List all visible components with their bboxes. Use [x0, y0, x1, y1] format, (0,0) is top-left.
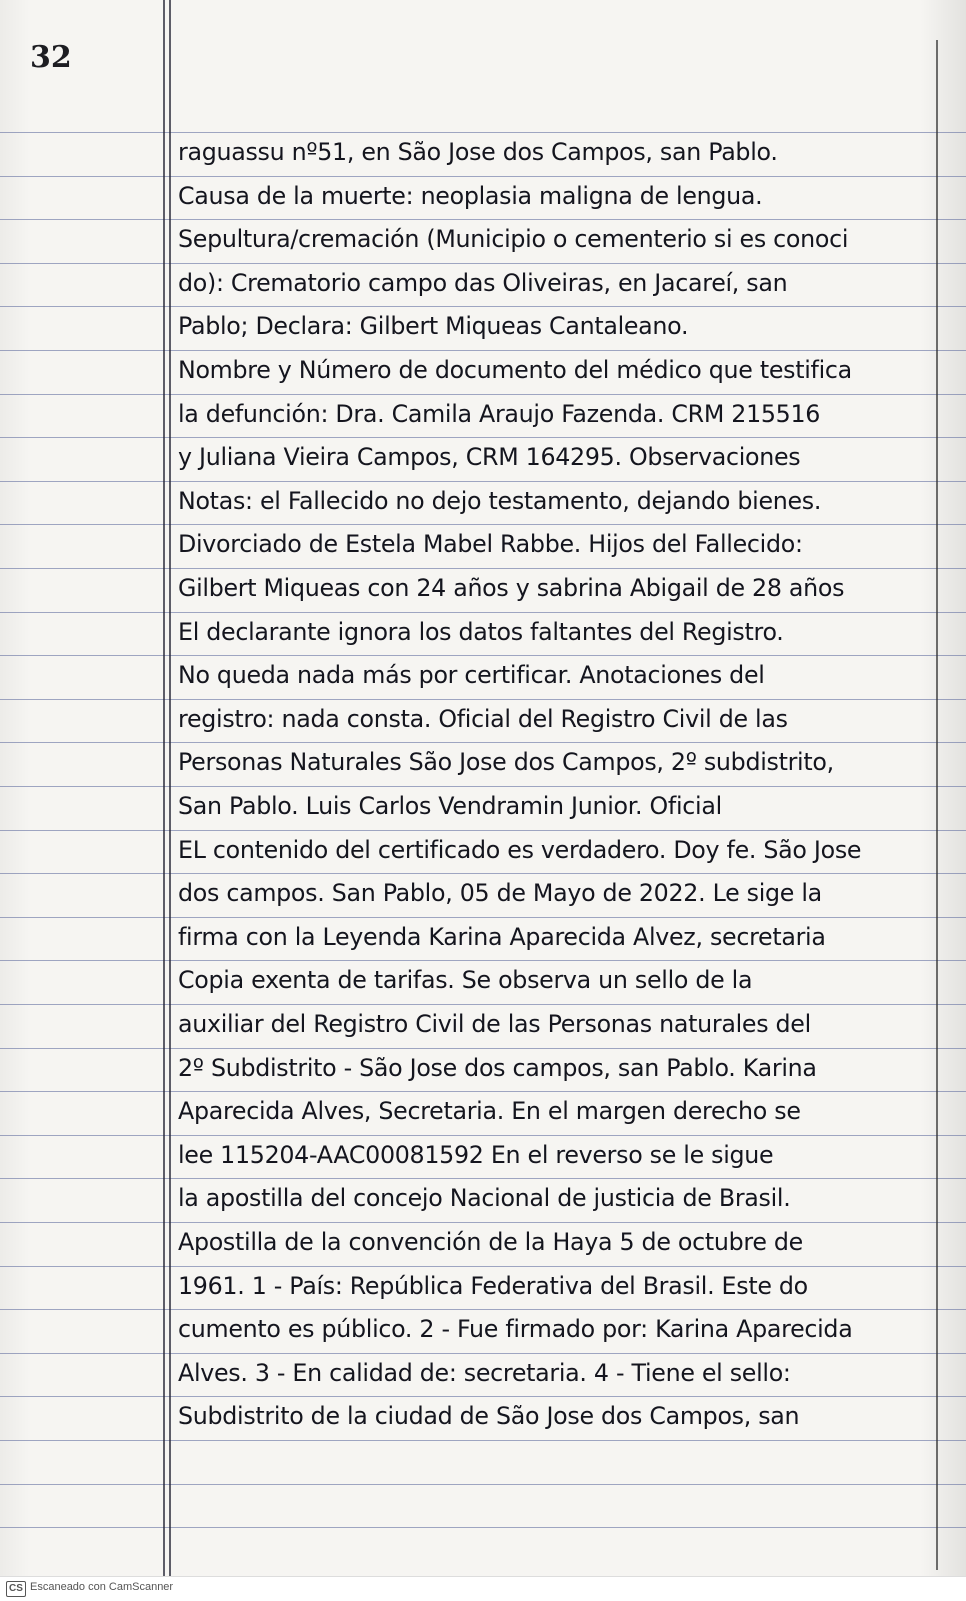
text-line: Subdistrito de la ciudad de São Jose dos Campos, san — [178, 1402, 800, 1430]
text-line: lee 115204-AAC00081592 En el reverso se le sigue — [178, 1141, 774, 1169]
scanner-watermark-text: Escaneado con CamScanner — [30, 1581, 174, 1593]
text-line: y Juliana Vieira Campos, CRM 164295. Observaciones — [178, 443, 801, 471]
text-line: Personas Naturales São Jose dos Campos, 2º subdistrito, — [178, 748, 834, 776]
text-line: 1961. 1 - País: República Federativa del Brasil. Este do — [178, 1272, 808, 1300]
text-line: 2º Subdistrito - São Jose dos campos, san Pablo. Karina — [178, 1054, 817, 1082]
text-line: registro: nada consta. Oficial del Registro Civil de las — [178, 705, 788, 733]
left-margin-line-inner — [169, 0, 171, 1580]
text-line: Divorciado de Estela Mabel Rabbe. Hijos del Fallecido: — [178, 530, 803, 558]
text-line: Apostilla de la convención de la Haya 5 de octubre de — [178, 1228, 803, 1256]
text-line: No queda nada más por certificar. Anotaciones del — [178, 661, 765, 689]
ruled-line — [0, 1484, 966, 1485]
text-line: Causa de la muerte: neoplasia maligna de lengua. — [178, 182, 763, 210]
text-line: Alves. 3 - En calidad de: secretaria. 4 - Tiene el sello: — [178, 1359, 791, 1387]
ruled-line — [0, 1440, 966, 1441]
text-line: Sepultura/cremación (Municipio o cementerio si es conoci — [178, 225, 849, 253]
text-line: do): Crematorio campo das Oliveiras, en Jacareí, san — [178, 269, 788, 297]
text-line: Nombre y Número de documento del médico que testifica — [178, 356, 852, 384]
text-line: Gilbert Miqueas con 24 años y sabrina Abigail de 28 años — [178, 574, 845, 602]
text-line: la apostilla del concejo Nacional de justicia de Brasil. — [178, 1184, 791, 1212]
text-line: la defunción: Dra. Camila Araujo Fazenda. CRM 215516 — [178, 400, 821, 428]
text-line: Copia exenta de tarifas. Se observa un sello de la — [178, 966, 753, 994]
text-line: firma con la Leyenda Karina Aparecida Alvez, secretaria — [178, 923, 826, 951]
page-number: 32 — [30, 40, 72, 75]
text-line: Notas: el Fallecido no dejo testamento, dejando bienes. — [178, 487, 822, 515]
text-line: San Pablo. Luis Carlos Vendramin Junior. Oficial — [178, 792, 722, 820]
text-line: auxiliar del Registro Civil de las Personas naturales del — [178, 1010, 811, 1038]
scanner-footer — [0, 1576, 966, 1601]
text-line: dos campos. San Pablo, 05 de Mayo de 2022. Le sige la — [178, 879, 822, 907]
text-line: Pablo; Declara: Gilbert Miqueas Cantaleano. — [178, 312, 689, 340]
text-line: EL contenido del certificado es verdadero. Doy fe. São Jose — [178, 836, 862, 864]
camscanner-logo-icon: CS — [6, 1581, 26, 1597]
text-line: raguassu nº51, en São Jose dos Campos, san Pablo. — [178, 138, 778, 166]
right-page-edge — [936, 40, 938, 1570]
text-line: El declarante ignora los datos faltantes del Registro. — [178, 618, 784, 646]
text-line: cumento es público. 2 - Fue firmado por: Karina Aparecida — [178, 1315, 853, 1343]
left-margin-line — [163, 0, 165, 1580]
ruled-line — [0, 1527, 966, 1528]
text-line: Aparecida Alves, Secretaria. En el margen derecho se — [178, 1097, 801, 1125]
